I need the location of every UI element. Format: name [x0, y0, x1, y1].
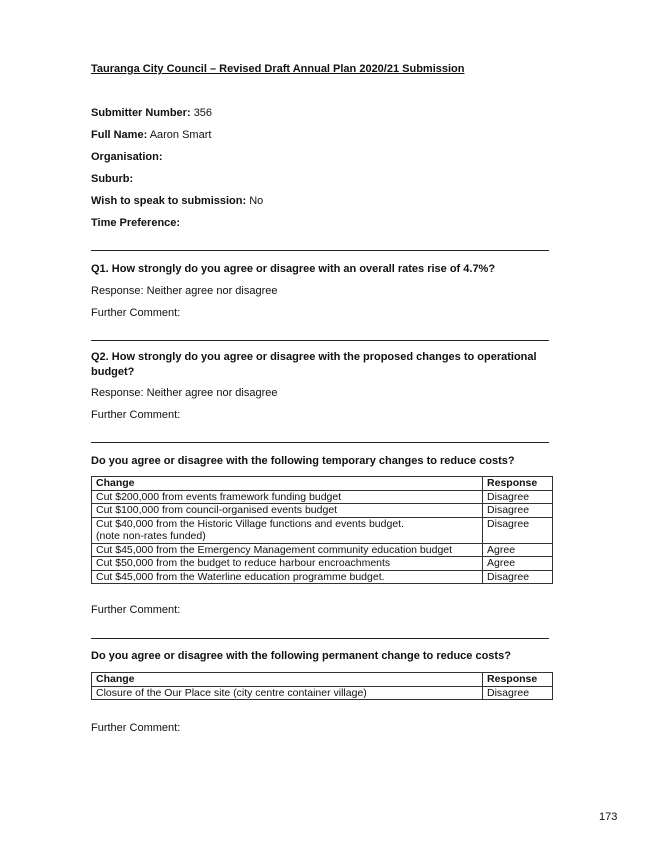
table-header-row: [92, 477, 553, 491]
document-title: Tauranga City Council – Revised Draft Annual Plan 2020/21 Submission: [91, 63, 465, 75]
change-cell: Cut $45,000 from the Emergency Management community education budget: [92, 543, 483, 557]
speak-field: [91, 195, 263, 207]
table-row: [92, 570, 553, 584]
response-cell: Disagree: [483, 490, 553, 504]
speak-label: Wish to speak to submission:: [91, 195, 247, 207]
table-row: [92, 686, 553, 700]
change-cell: Closure of the Our Place site (city centre container village): [92, 686, 483, 700]
full-name-value: Aaron Smart: [149, 129, 212, 141]
divider: [91, 442, 549, 443]
permanent-change-table: [91, 672, 553, 700]
response-cell: Agree: [483, 557, 553, 571]
organisation-label: Organisation:: [91, 151, 163, 163]
page-number: 173: [599, 811, 618, 823]
table-header-row: [92, 673, 553, 687]
submitter-number-label: Submitter Number:: [91, 107, 191, 119]
table-row: [92, 504, 553, 518]
suburb-label: Suburb:: [91, 173, 134, 185]
change-cell: [92, 517, 483, 543]
column-header-response: Response: [483, 673, 553, 687]
column-header-response: Response: [483, 477, 553, 491]
temporary-changes-table: [91, 476, 553, 584]
change-cell: Cut $45,000 from the Waterline education programme budget.: [92, 570, 483, 584]
permanent-comment-label: Further Comment:: [91, 722, 181, 734]
speak-value: No: [249, 195, 264, 207]
time-preference-field: [91, 217, 180, 229]
change-cell: Cut $200,000 from events framework funding budget: [92, 490, 483, 504]
response-cell: Disagree: [483, 504, 553, 518]
change-note: (note non-rates funded): [96, 530, 206, 542]
time-preference-label: Time Preference:: [91, 217, 181, 229]
temporary-changes-question: Do you agree or disagree with the following temporary changes to reduce costs?: [91, 455, 515, 467]
table-row: [92, 543, 553, 557]
change-text: Cut $40,000 from the Historic Village functions and events budget.: [96, 517, 404, 530]
table-row: [92, 557, 553, 571]
q2-question: Q2. How strongly do you agree or disagree with the proposed changes to operational budget?: [91, 351, 537, 378]
divider: [91, 638, 549, 639]
temporary-comment-label: Further Comment:: [91, 604, 181, 616]
organisation-field: [91, 151, 163, 163]
full-name-field: [91, 129, 211, 141]
response-cell: Disagree: [483, 570, 553, 584]
response-cell: Agree: [483, 543, 553, 557]
table-row: [92, 517, 553, 543]
submitter-number-field: [91, 107, 212, 119]
q1-comment-label: Further Comment:: [91, 307, 181, 319]
q2-comment-label: Further Comment:: [91, 409, 181, 421]
response-cell: Disagree: [483, 517, 553, 543]
permanent-change-question: Do you agree or disagree with the following permanent change to reduce costs?: [91, 650, 511, 662]
column-header-change: Change: [92, 673, 483, 687]
q1-question: Q1. How strongly do you agree or disagree with an overall rates rise of 4.7%?: [91, 263, 496, 275]
q1-response: Response: Neither agree nor disagree: [91, 285, 278, 297]
column-header-change: Change: [92, 477, 483, 491]
table-row: [92, 490, 553, 504]
response-cell: Disagree: [483, 686, 553, 700]
q2-response: Response: Neither agree nor disagree: [91, 387, 278, 399]
divider: [91, 340, 549, 341]
divider: [91, 250, 549, 251]
suburb-field: [91, 173, 133, 185]
full-name-label: Full Name:: [91, 129, 148, 141]
change-cell: Cut $50,000 from the budget to reduce harbour encroachments: [92, 557, 483, 571]
change-cell: Cut $100,000 from council-organised events budget: [92, 504, 483, 518]
submitter-number-value: 356: [193, 107, 213, 119]
